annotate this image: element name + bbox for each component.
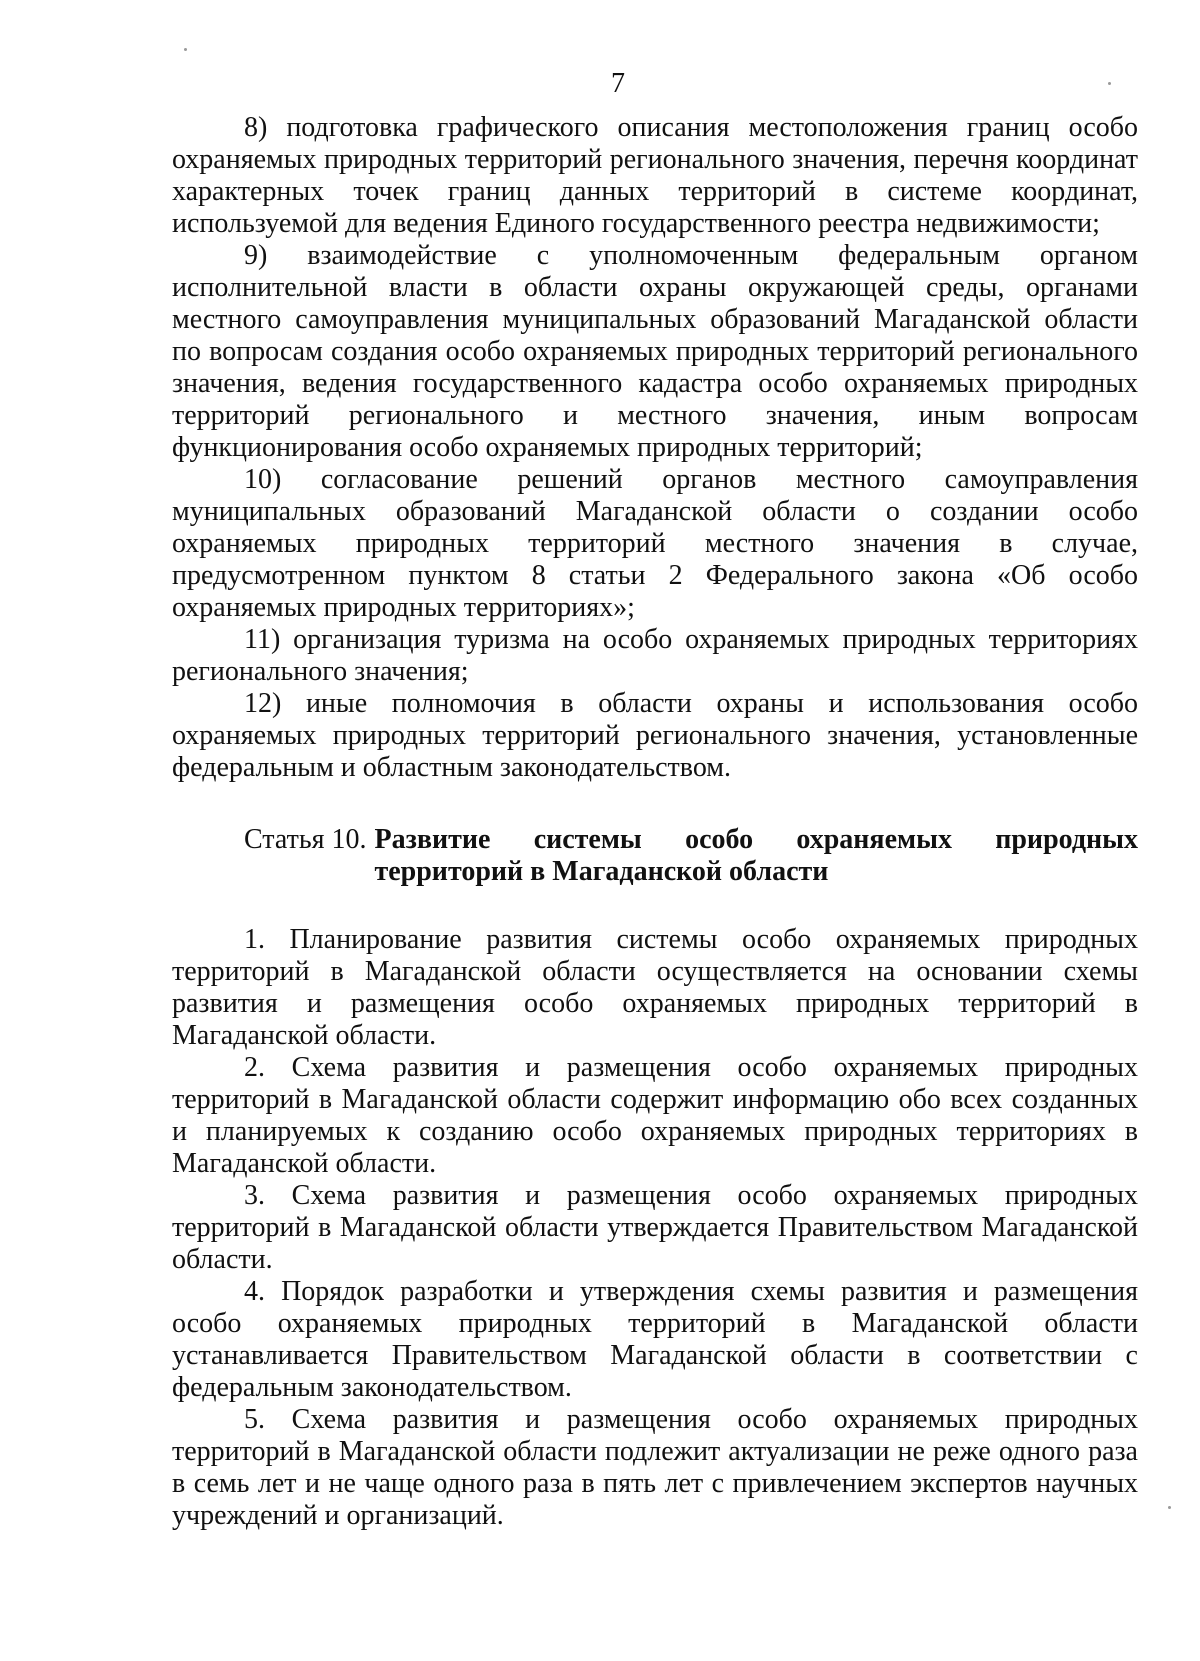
document-body (172, 112, 1138, 1532)
scan-speck (184, 48, 187, 51)
list-item-8: 8) подготовка графического описания местоположения границ особо охраняемых природных территорий регионального значения, перечня координат характерных точек границ данных территорий в системе координат, используемой для ведения Единого государственного реестра недвижимости; (172, 112, 1138, 239)
article-paragraph-3: 3. Схема развития и размещения особо охраняемых природных территорий в Магаданской области утверждается Правительством Магаданской области. (172, 1180, 1138, 1275)
list-item-10: 10) согласование решений органов местного самоуправления муниципальных образований Магаданской области о создании особо охраняемых природных территорий местного значения в случае, предусмотренном пунктом 8 статьи 2 Федерального закона «Об особо охраняемых природных территориях»; (172, 464, 1138, 623)
page-number: 7 (611, 68, 625, 99)
article-paragraph-2: 2. Схема развития и размещения особо охраняемых природных территорий в Магаданской области содержит информацию обо всех созданных и планируемых к созданию особо охраняемых природных территориях в Магаданской области. (172, 1052, 1138, 1179)
list-item-11: 11) организация туризма на особо охраняемых природных территориях регионального значения; (172, 624, 1138, 687)
article-spacer (172, 888, 1138, 924)
scan-speck (1108, 82, 1111, 85)
article-paragraph-1: 1. Планирование развития системы особо охраняемых природных территорий в Магаданской области осуществляется на основании схемы развития и размещения особо охраняемых природных территорий в Магаданской области. (172, 924, 1138, 1051)
article-label: Статья 10. (244, 824, 367, 855)
article-paragraph-5: 5. Схема развития и размещения особо охраняемых природных территорий в Магаданской области подлежит актуализации не реже одного раза в семь лет и не чаще одного раза в пять лет с привлечением экспертов научных учреждений и организаций. (172, 1404, 1138, 1531)
article-title-line-1: Развитие системы особо охраняемых природных (374, 824, 1138, 855)
scan-speck (1168, 1506, 1171, 1509)
article-title (374, 824, 1138, 888)
list-item-12: 12) иные полномочия в области охраны и использования особо охраняемых природных территорий регионального значения, установленные федеральным и областным законодательством. (172, 688, 1138, 783)
article-paragraph-4: 4. Порядок разработки и утверждения схемы развития и размещения особо охраняемых природных территорий в Магаданской области устанавливается Правительством Магаданской области в соответствии с федеральным законодательством. (172, 1276, 1138, 1403)
list-item-9: 9) взаимодействие с уполномоченным федеральным органом исполнительной власти в области охраны окружающей среды, органами местного самоуправления муниципальных образований Магаданской области по вопросам создания особо охраняемых природных территорий регионального значения, ведения государственного кадастра особо охраняемых природных территорий регионального и местного значения, иным вопросам функционирования особо охраняемых природных территорий; (172, 240, 1138, 463)
article-heading (172, 824, 1138, 888)
article-title-line-2: территорий в Магаданской области (374, 856, 829, 887)
